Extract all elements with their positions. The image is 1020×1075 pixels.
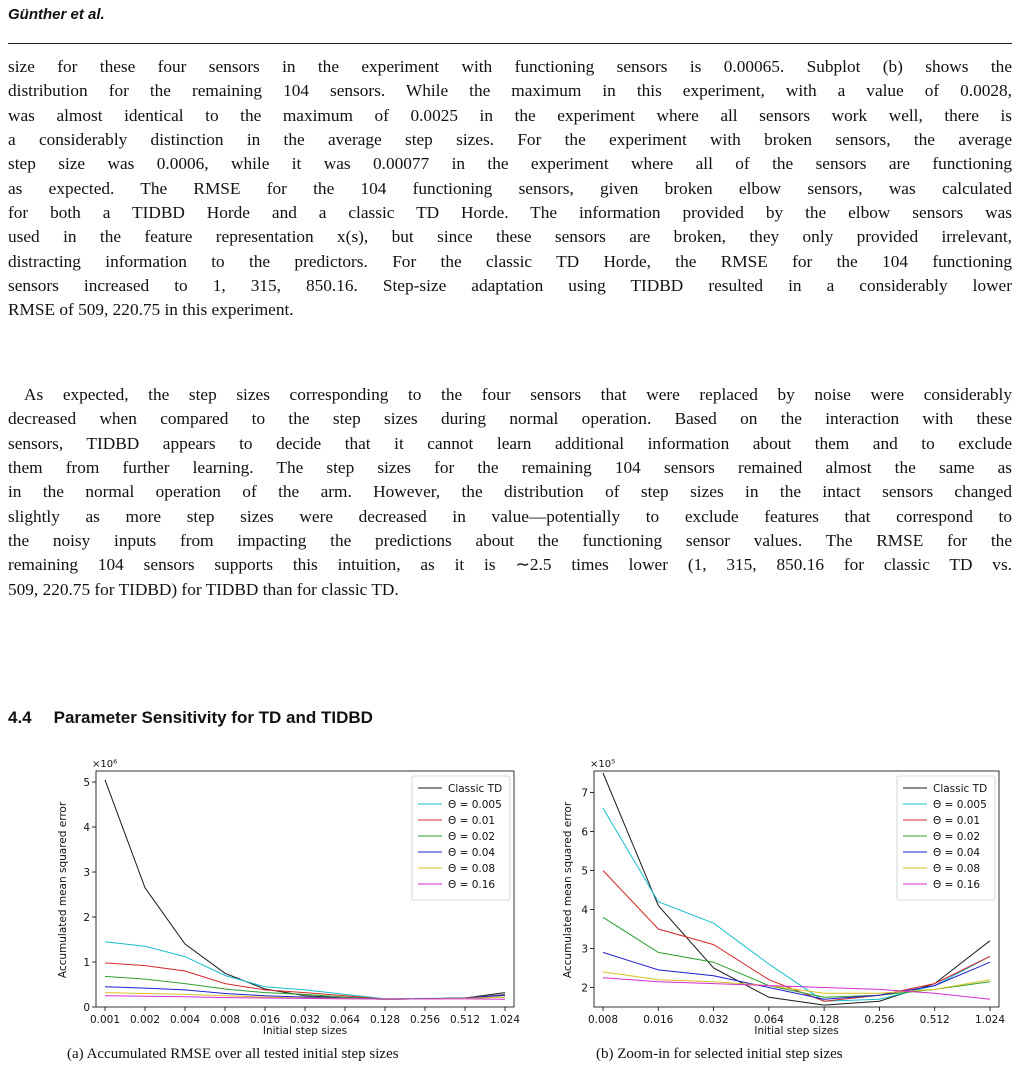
y-tick-label: 5 [83, 777, 90, 789]
y-tick-label: 1 [83, 957, 90, 969]
legend-label: Θ = 0.04 [933, 847, 981, 859]
text-line: sensors increased to 1, 315, 850.16. Step-size adaptation using TIDBD resulted in a considerably lower [8, 276, 1012, 296]
y-tick-label: 2 [581, 982, 588, 995]
text-line: step size was 0.0006, while it was 0.00077 in the experiment where all of the sensors are functioning [8, 154, 1012, 174]
x-tick-label: 0.008 [587, 1014, 619, 1026]
y-multiplier: ×10⁵ [590, 759, 616, 770]
text-line: a considerably distinction in the average step sizes. For the experiment with broken sensors, the average [8, 130, 1012, 150]
section-title: Parameter Sensitivity for TD and TIDBD [53, 708, 373, 727]
x-axis-label: Initial step sizes [754, 1025, 839, 1037]
series-line-4 [603, 952, 990, 999]
y-axis-label: Accumulated mean squared error [57, 801, 69, 979]
figure-a-chart [50, 757, 520, 1042]
paragraph-2 [8, 383, 1012, 602]
legend-label: Θ = 0.01 [933, 815, 981, 827]
x-tick-label: 0.256 [409, 1014, 441, 1026]
y-tick-label: 7 [581, 787, 588, 800]
y-tick-label: 2 [83, 912, 90, 924]
y-tick-label: 6 [581, 826, 588, 839]
x-tick-label: 0.256 [864, 1014, 895, 1026]
text-line: As expected, the step sizes corresponding to the four sensors that were replaced by noise were considerably [24, 385, 1012, 404]
header-rule [8, 43, 1012, 44]
paragraph-1 [8, 55, 1012, 323]
figure-b-caption: (b) Zoom-in for selected initial step sizes [596, 1046, 843, 1062]
text-line: distracting information to the predictors. For the classic TD Horde, the RMSE for the 104 functioning [8, 251, 1012, 271]
text-line: RMSE of 509, 220.75 in this experiment. [8, 300, 294, 320]
figure-b-chart [555, 757, 1015, 1042]
x-tick-label: 1.024 [974, 1014, 1006, 1026]
x-tick-label: 0.002 [129, 1014, 161, 1026]
text-line: as expected. The RMSE for the 104 functioning sensors, given broken elbow sensors, was calculated [8, 178, 1012, 198]
legend-label: Θ = 0.005 [933, 799, 987, 811]
y-multiplier: ×10⁶ [92, 759, 118, 770]
text-line: decreased when compared to the step sizes during normal operation. Based on the interaction with these [8, 409, 1012, 429]
x-axis-label: Initial step sizes [262, 1025, 348, 1037]
y-tick-label: 0 [83, 1002, 90, 1014]
text-line: size for these four sensors in the experiment with functioning sensors is 0.00065. Subplot (b) shows the [8, 57, 1012, 76]
x-tick-label: 0.064 [753, 1014, 784, 1026]
legend-label: Θ = 0.02 [448, 831, 496, 843]
x-tick-label: 0.016 [643, 1014, 674, 1026]
x-tick-label: 0.128 [369, 1014, 401, 1026]
series-line-6 [603, 978, 990, 999]
x-tick-label: 0.032 [698, 1014, 729, 1026]
x-tick-label: 0.016 [249, 1014, 281, 1026]
running-head: Günther et al. [8, 6, 105, 23]
x-tick-label: 0.001 [89, 1014, 121, 1026]
legend-label: Classic TD [933, 783, 988, 795]
text-line: distribution for the remaining 104 sensors. While the maximum in this experiment, with a value of 0.0028, [8, 81, 1012, 101]
legend-label: Θ = 0.02 [933, 831, 981, 843]
figure-a-caption: (a) Accumulated RMSE over all tested initial step sizes [67, 1046, 399, 1062]
text-line: in the normal operation of the arm. However, the distribution of step sizes in the intact sensors changed [8, 482, 1012, 502]
legend-label: Θ = 0.16 [933, 879, 981, 891]
text-line: was almost identical to the maximum of 0.0025 in the experiment where all sensors work well, there is [8, 105, 1012, 125]
text-line: 509, 220.75 for TIDBD) for TIDBD than for classic TD. [8, 579, 399, 599]
series-line-1 [105, 942, 505, 999]
section-number: 4.4 [8, 708, 32, 727]
legend-label: Θ = 0.04 [448, 847, 496, 859]
x-tick-label: 0.008 [209, 1014, 241, 1026]
x-tick-label: 0.004 [169, 1014, 201, 1026]
y-tick-label: 3 [83, 867, 90, 879]
legend-label: Θ = 0.08 [933, 863, 981, 875]
text-line: sensors, TIDBD appears to decide that it cannot learn additional information about them and to exclude [8, 433, 1012, 453]
legend-label: Θ = 0.01 [448, 815, 496, 827]
y-tick-label: 4 [581, 904, 588, 917]
text-line: for both a TIDBD Horde and a classic TD Horde. The information provided by the elbow sensors was [8, 203, 1012, 223]
y-tick-label: 5 [581, 865, 588, 878]
x-tick-label: 0.032 [289, 1014, 321, 1026]
legend-label: Θ = 0.08 [448, 863, 496, 875]
text-line: slightly as more step sizes were decreased in value—potentially to exclude features that correspond to [8, 506, 1012, 526]
legend-label: Θ = 0.005 [448, 799, 502, 811]
x-tick-label: 1.024 [489, 1014, 520, 1026]
y-tick-label: 3 [581, 943, 588, 956]
y-tick-label: 4 [83, 822, 90, 834]
x-tick-label: 0.512 [449, 1014, 481, 1026]
x-tick-label: 0.064 [329, 1014, 361, 1026]
legend-label: Θ = 0.16 [448, 879, 496, 891]
y-axis-label: Accumulated mean squared error [562, 801, 574, 979]
text-line: used in the feature representation x(s), but since these sensors are broken, they only provided irrelevant, [8, 227, 1012, 247]
section-heading [8, 708, 373, 728]
text-line: them from further learning. The step sizes for the remaining 104 sensors remained almost the same as [8, 458, 1012, 478]
x-tick-label: 0.128 [809, 1014, 840, 1026]
legend-label: Classic TD [448, 783, 503, 795]
x-tick-label: 0.512 [919, 1014, 950, 1026]
text-line: the noisy inputs from impacting the predictions about the functioning sensor values. The RMSE for the [8, 531, 1012, 551]
text-line: remaining 104 sensors supports this intuition, as it is ∼2.5 times lower (1, 315, 850.16 for classic TD vs. [8, 555, 1012, 575]
